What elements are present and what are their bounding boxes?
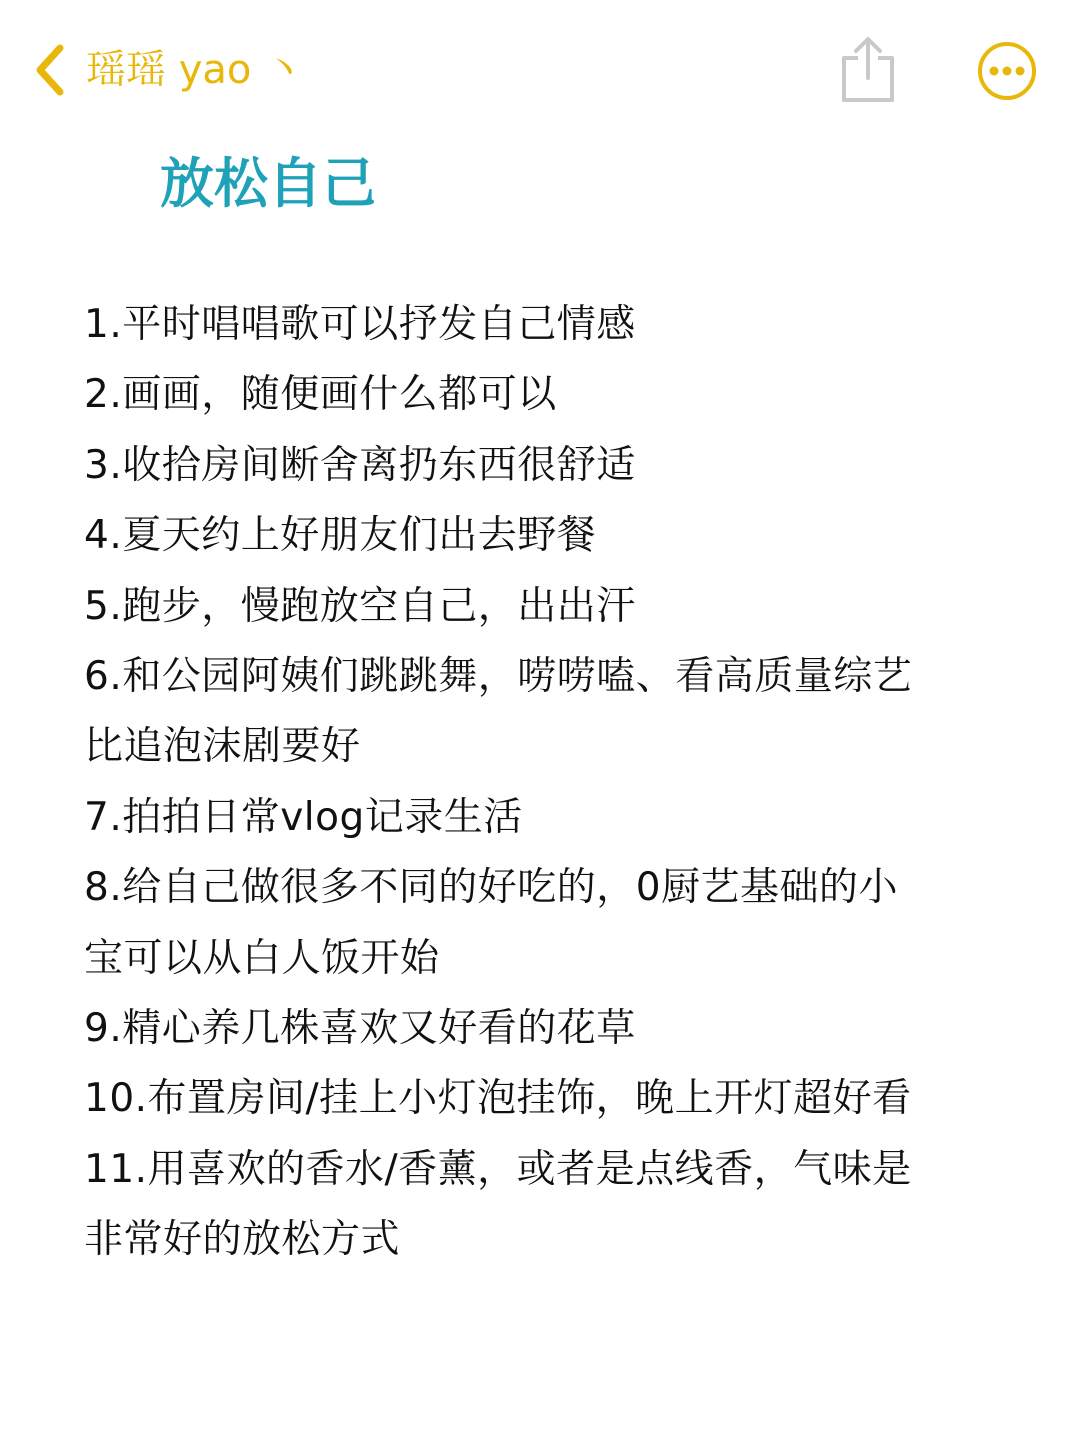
- note-line: 4.夏天约上好朋友们出去野餐: [84, 513, 597, 559]
- note-line: 6.和公园阿姨们跳跳舞，唠唠嗑、看高质量综艺: [84, 653, 913, 699]
- more-ellipsis-icon[interactable]: [976, 40, 1038, 102]
- navigation-bar: [0, 0, 1080, 140]
- note-line: 10.布置房间/挂上小灯泡挂饰，晚上开灯超好看: [84, 1076, 912, 1122]
- back-label: 瑶瑶 yao 丶: [86, 47, 305, 93]
- note-line: 3.收拾房间断舍离扔东西很舒适: [84, 442, 636, 488]
- note-line: 9.精心养几株喜欢又好看的花草: [84, 1005, 636, 1051]
- note-body: [84, 290, 1004, 1275]
- note-line: 比追泡沫剧要好: [84, 724, 361, 770]
- note-line: 7.拍拍日常vlog记录生活: [84, 794, 523, 840]
- note-line: 5.跑步，慢跑放空自己，出出汗: [84, 583, 636, 629]
- note-line: 11.用喜欢的香水/香薰，或者是点线香，气味是: [84, 1146, 912, 1192]
- note-line: 非常好的放松方式: [84, 1217, 401, 1263]
- share-icon[interactable]: [836, 34, 900, 104]
- note-line: 8.给自己做很多不同的好吃的，0厨艺基础的小: [84, 865, 899, 911]
- note-line: 2.画画，随便画什么都可以: [84, 372, 557, 418]
- back-button[interactable]: [28, 38, 304, 102]
- note-line: 1.平时唱唱歌可以抒发自己情感: [84, 302, 636, 347]
- chevron-left-icon: [28, 38, 80, 102]
- note-line: 宝可以从白人饭开始: [84, 935, 440, 981]
- note-title: 放松自己: [160, 152, 376, 215]
